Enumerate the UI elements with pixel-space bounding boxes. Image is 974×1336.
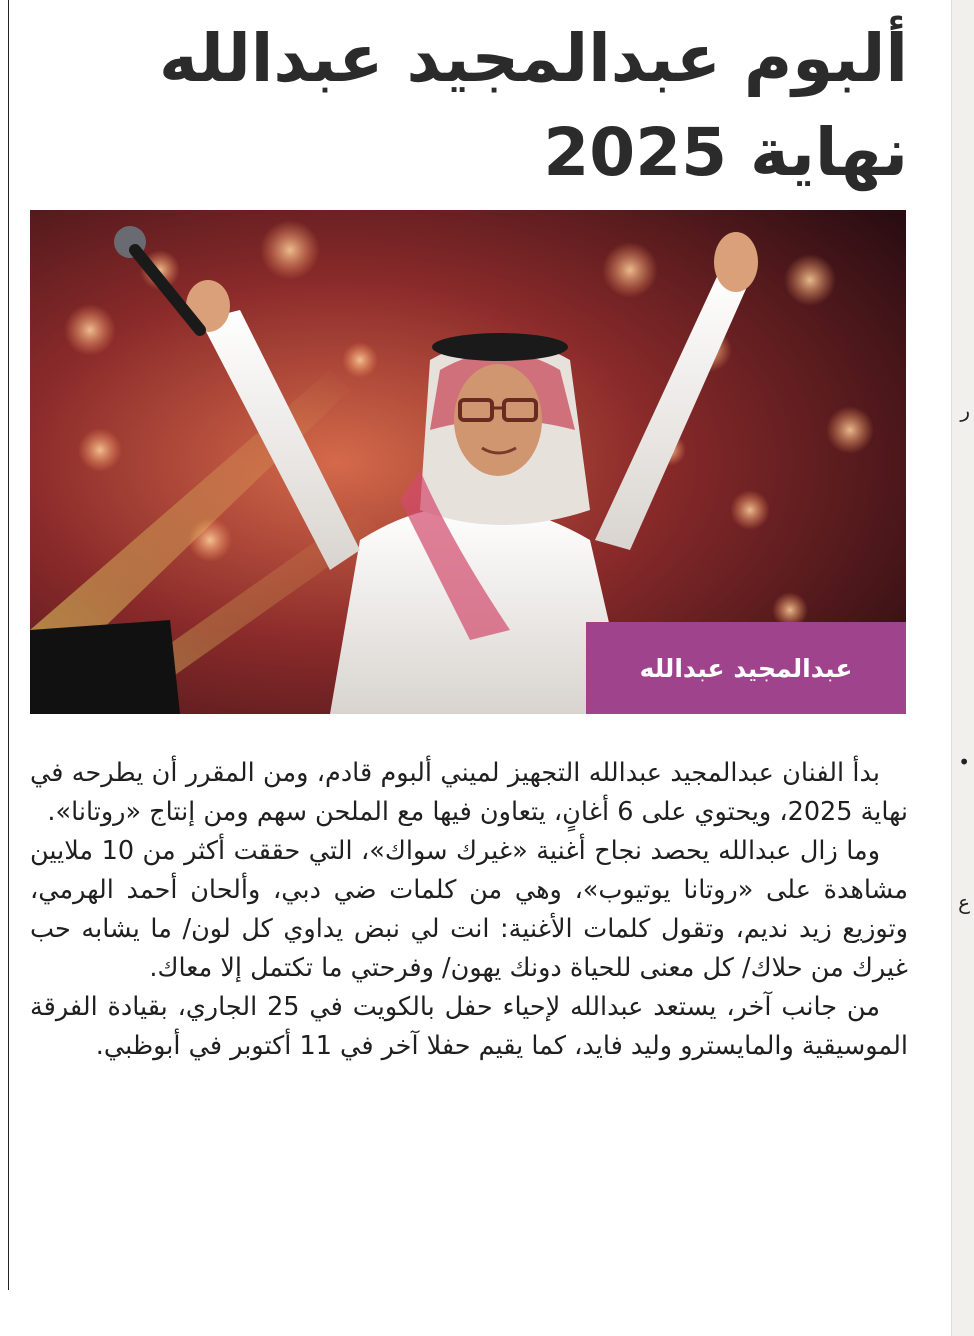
adjacent-column-strip — [951, 0, 974, 1336]
photo-caption: عبدالمجيد عبدالله — [639, 653, 853, 683]
headline — [30, 12, 908, 200]
column-divider — [8, 0, 9, 1290]
adjacent-text-fragment: ع — [958, 890, 970, 914]
article — [30, 12, 908, 1066]
headline-line-2: نهاية 2025 — [543, 114, 908, 191]
body-paragraph: وما زال عبدالله يحصد نجاح أغنية «غيرك سواك»، التي حققت أكثر من 10 ملايين مشاهدة على «روتانا يوتيوب»، وهي من كلمات ضي دبي، وألحان أحمد الهرمي، وتوزيع زيد نديم، وتقول كلمات الأغنية: انت لي نبض يداوي كل لون/ ما يشابه حب غيرك من حلاك/ كل معنى للحياة دونك يهون/ وفرحتي ما تكتمل إلا معاك. — [30, 836, 908, 983]
body-paragraph: من جانب آخر، يستعد عبدالله لإحياء حفل بالكويت في 25 الجاري، بقيادة الفرقة الموسيقية والمايسترو وليد فايد، كما يقيم حفلا آخر في 11 أكتوبر في أبوظبي. — [30, 992, 908, 1061]
article-body — [30, 754, 908, 1066]
photo-caption-box — [586, 622, 906, 714]
adjacent-text-fragment: • — [958, 750, 970, 774]
body-paragraph: بدأ الفنان عبدالمجيد عبدالله التجهيز لميني ألبوم قادم، ومن المقرر أن يطرحه في نهاية 2025، ويحتوي على 6 أغانٍ، يتعاون فيها مع الملحن سهم ومن إنتاج «روتانا». — [30, 758, 908, 827]
adjacent-text-fragment: ر — [960, 398, 970, 422]
headline-line-1: ألبوم عبدالمجيد عبدالله — [158, 20, 908, 97]
article-photo — [30, 210, 906, 714]
